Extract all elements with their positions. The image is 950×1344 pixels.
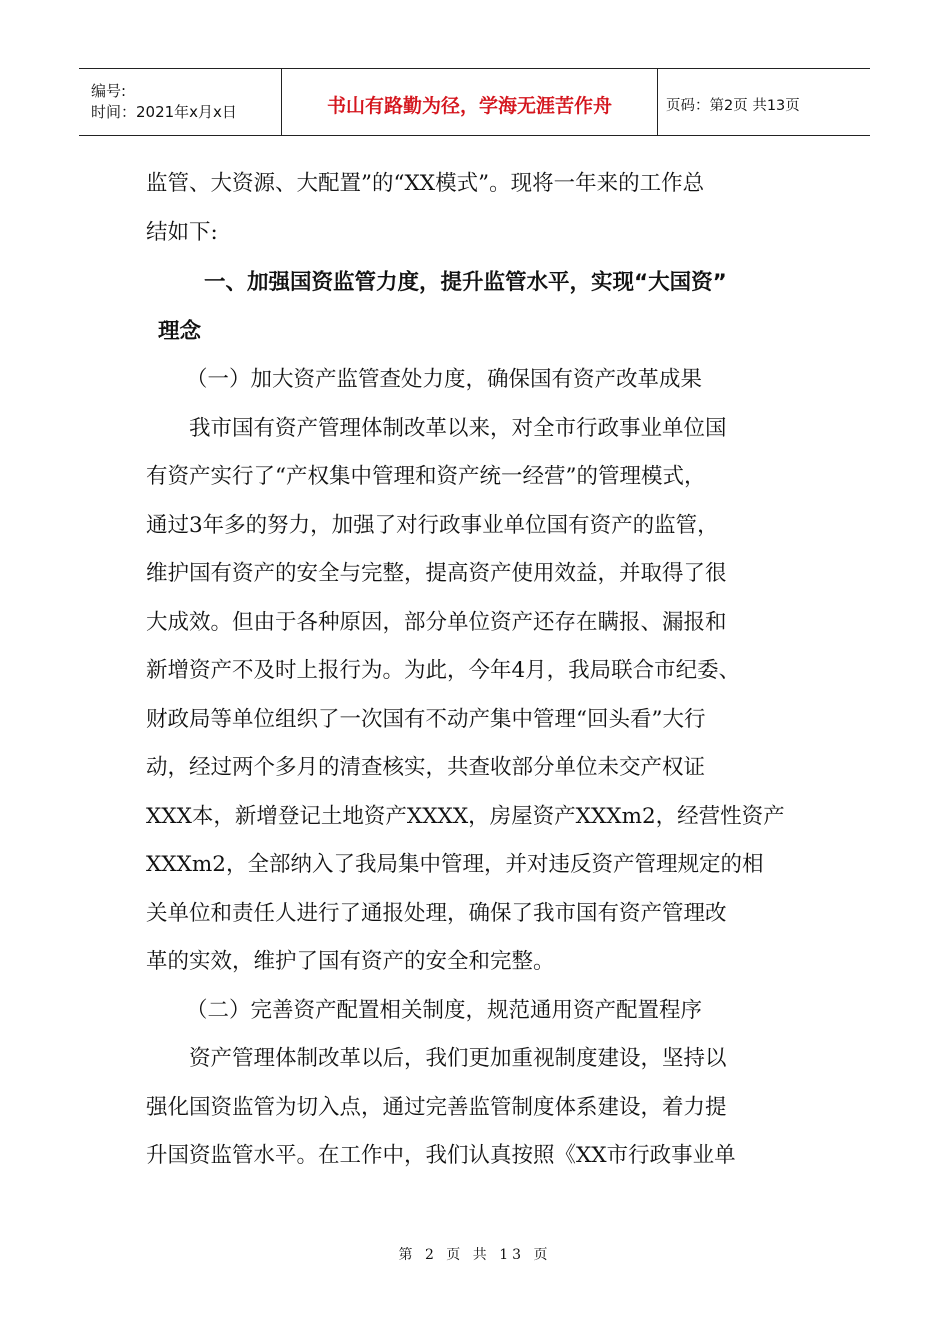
paragraph-line: 新增资产不及时上报行为。为此，今年4月，我局联合市纪委、 [146,658,741,683]
document-number-label: 编号: [91,82,127,100]
paragraph-line: 维护国有资产的安全与完整，提高资产使用效益，并取得了很 [146,561,727,586]
paragraph-line: 升国资监管水平。在工作中，我们认真按照《XX市行政事业单 [146,1143,736,1168]
paragraph-line: 大成效。但由于各种原因，部分单位资产还存在瞒报、漏报和 [146,609,727,635]
paragraph-line: 通过3年多的努力，加强了对行政事业单位国有资产的监管， [146,512,719,538]
paragraph-line: 我市国有资产管理体制改革以来，对全市行政事业单位国 [189,415,727,441]
paragraph-line: 关单位和责任人进行了通报处理，确保了我市国有资产管理改 [146,900,727,926]
document-body [146,160,806,1181]
page-footer: 第 2 页 共 13 页 [398,1247,552,1263]
section-heading: 一、加强国资监管力度，提升监管水平，实现“大国资” [204,270,727,295]
document-time-label: 时间：2021年x月x日 [91,103,237,121]
paragraph-line: 财政局等单位组织了一次国有不动产集中管理“回头看”大行 [146,706,706,732]
paragraph-line: 资产管理体制改革以后，我们更加重视制度建设，坚持以 [189,1046,727,1071]
header-meta-cell [79,69,282,135]
paragraph-line: 强化国资监管为切入点，通过完善监管制度体系建设，着力提 [146,1094,727,1120]
document-header [79,68,870,136]
subsection-heading: （一）加大资产监管查处力度，确保国有资产改革成果 [186,367,703,392]
body-line: 结如下: [146,219,218,245]
paragraph-line: XXXm2，全部纳入了我局集中管理，并对违反资产管理规定的相 [146,852,764,877]
paragraph-line: 动，经过两个多月的清查核实，共查收部分单位未交产权证 [146,755,706,780]
paragraph-line: 革的实效，维护了国有资产的安全和完整。 [146,949,555,974]
header-motto: 书山有路勤为径，学海无涯苦作舟 [282,69,658,135]
subsection-heading: （二）完善资产配置相关制度，规范通用资产配置程序 [186,997,703,1023]
body-line: 监管、大资源、大配置”的“XX模式”。现将一年来的工作总 [146,171,705,196]
paragraph-line: XXX本，新增登记土地资产XXXX，房屋资产XXXm2，经营性资产 [146,803,785,829]
header-page-info: 页码：第2页 共13页 [666,97,800,114]
paragraph-line: 有资产实行了“产权集中管理和资产统一经营”的管理模式， [146,464,706,489]
section-heading-continued: 理念 [158,318,202,344]
